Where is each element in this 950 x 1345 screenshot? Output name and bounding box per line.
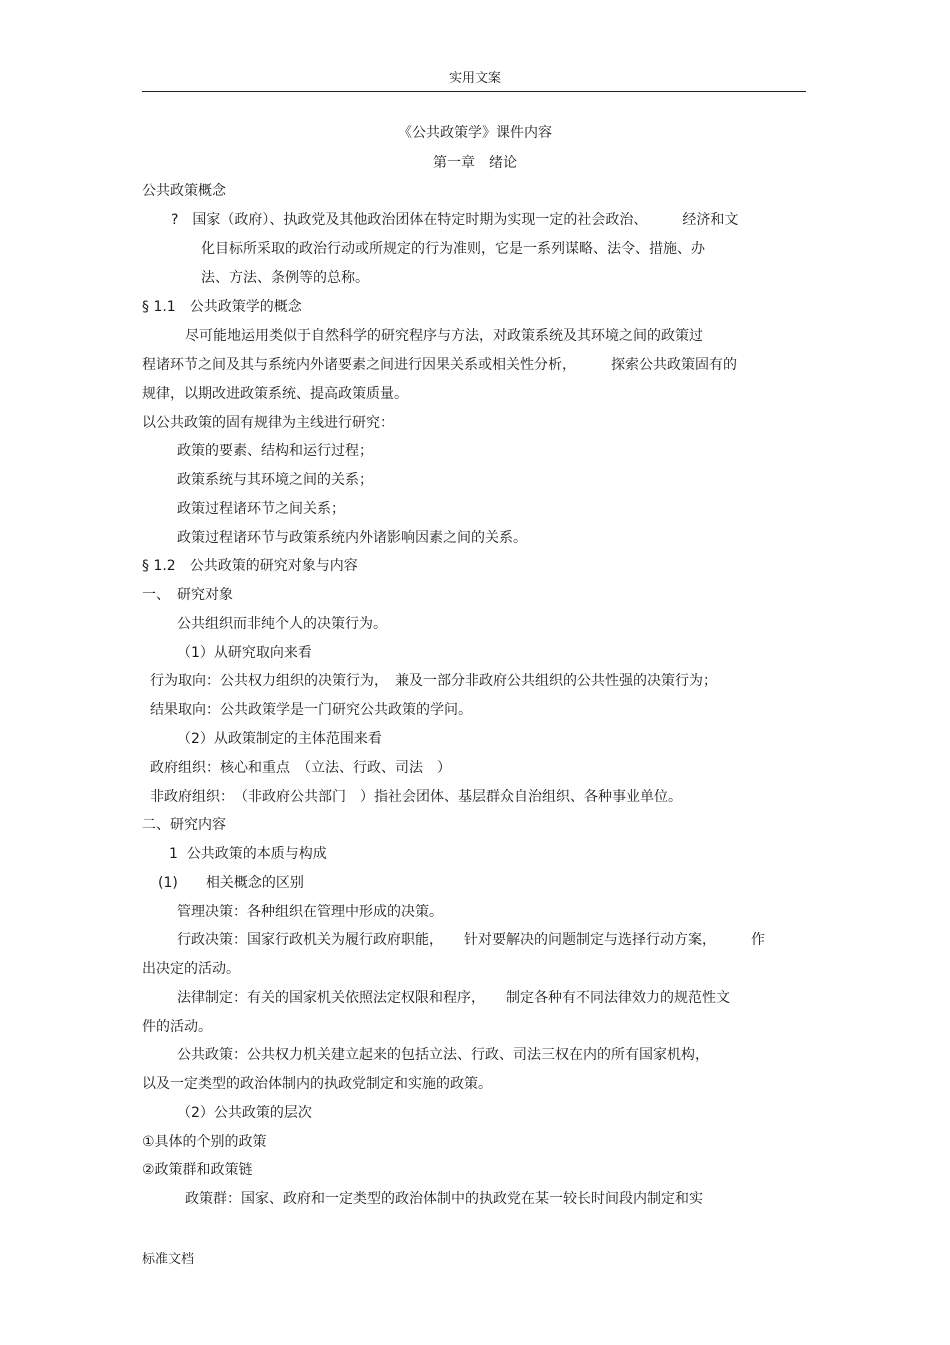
paragraph-line: 结果取向：公共政策学是一门研究公共政策的学问。 — [150, 702, 472, 718]
paragraph-line: 行为取向：公共权力组织的决策行为， 兼及一部分非政府公共组织的公共性强的决策行为； — [150, 673, 717, 689]
list-item: 政策过程诸环节之间关系； — [177, 501, 345, 517]
section-heading: § 1.1 公共政策学的概念 — [142, 299, 302, 315]
subsection-heading: （2）从政策制定的主体范围来看 — [177, 731, 382, 747]
paragraph-line: 以及一定类型的政治体制内的执政党制定和实施的政策。 — [142, 1076, 492, 1092]
page-header: 实用文案 — [448, 71, 501, 86]
subsection-heading: （2）公共政策的层次 — [177, 1105, 312, 1121]
list-item: 政策过程诸环节与政策系统内外诸影响因素之间的关系。 — [177, 530, 527, 546]
paragraph-line: 以公共政策的固有规律为主线进行研究： — [142, 415, 394, 431]
paragraph-line: 行政决策：国家行政机关为履行政府职能， 针对要解决的问题制定与选择行动方案， 作 — [177, 932, 765, 948]
section-heading: 公共政策概念 — [142, 183, 226, 199]
section-heading: § 1.2 公共政策的研究对象与内容 — [142, 558, 358, 574]
paragraph-line: 程诸环节之间及其与系统内外诸要素之间进行因果关系或相关性分析， 探索公共政策固有的 — [142, 357, 737, 373]
paragraph-line: 公共组织而非纯个人的决策行为。 — [177, 616, 387, 632]
paragraph-line: 件的活动。 — [142, 1019, 212, 1035]
page-footer: 标准文档 — [142, 1252, 195, 1267]
chapter-heading: 第一章 绪论 — [433, 155, 517, 171]
header-rule — [142, 91, 806, 92]
paragraph-line: 化目标所采取的政治行动或所规定的行为准则，它是一系列谋略、法令、措施、办 — [201, 241, 705, 257]
paragraph-line: 规律，以期改进政策系统、提高政策质量。 — [142, 386, 408, 402]
list-item: 政策的要素、结构和运行过程； — [177, 443, 373, 459]
list-item: 政策系统与其环境之间的关系； — [177, 472, 373, 488]
paragraph-line: 法律制定：有关的国家机关依照法定权限和程序， 制定各种有不同法律效力的规范性文 — [177, 990, 730, 1006]
document-title: 《公共政策学》课件内容 — [398, 125, 552, 141]
paragraph-line: 法、方法、条例等的总称。 — [201, 270, 369, 286]
paragraph-line: 非政府组织： （非政府公共部门 ）指社会团体、基层群众自治组织、各种事业单位。 — [150, 789, 682, 805]
subsection-heading: 二、研究内容 — [142, 817, 226, 833]
subsection-heading: (1) 相关概念的区别 — [158, 875, 304, 891]
paragraph-line: 政府组织：核心和重点 （立法、行政、司法 ） — [150, 760, 451, 776]
paragraph-line: 出决定的活动。 — [142, 961, 240, 977]
paragraph-line: 公共政策：公共权力机关建立起来的包括立法、行政、司法三权在内的所有国家机构， — [177, 1047, 709, 1063]
paragraph-line: 政策群：国家、政府和一定类型的政治体制中的执政党在某一较长时间段内制定和实 — [185, 1191, 703, 1207]
subsection-heading: 1 公共政策的本质与构成 — [169, 846, 327, 862]
paragraph-line: ? 国家（政府）、执政党及其他政治团体在特定时期为实现一定的社会政治、 经济和文 — [171, 212, 739, 228]
paragraph-line: 尽可能地运用类似于自然科学的研究程序与方法，对政策系统及其环境之间的政策过 — [185, 328, 703, 344]
subsection-heading: 一、 研究对象 — [142, 587, 233, 603]
list-item: ②政策群和政策链 — [142, 1162, 253, 1178]
paragraph-line: 管理决策：各种组织在管理中形成的决策。 — [177, 904, 443, 920]
subsection-heading: （1）从研究取向来看 — [177, 645, 312, 661]
list-item: ①具体的个别的政策 — [142, 1134, 267, 1150]
